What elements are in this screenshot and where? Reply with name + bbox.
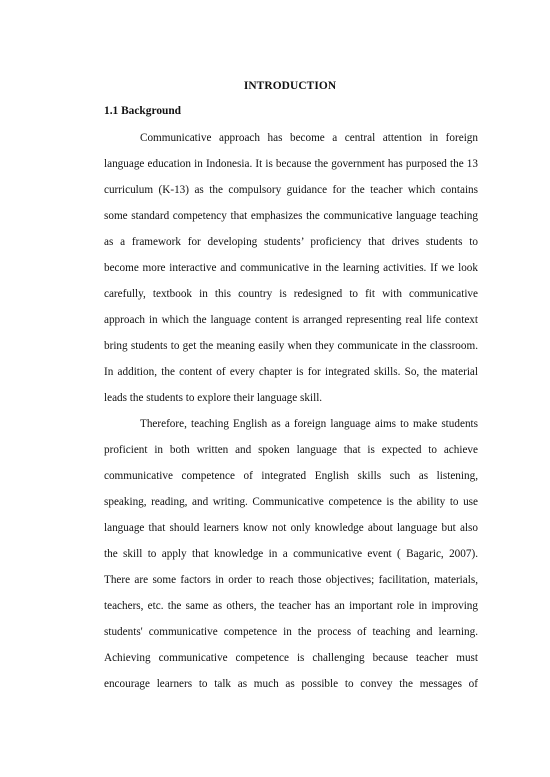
paragraph-line: encourage learners to talk as much as possible to convey the messages of	[104, 678, 478, 690]
paragraph-line: carefully, textbook in this country is redesigned to fit with communicative	[104, 288, 478, 300]
section-heading: 1.1 Background	[104, 105, 182, 117]
paragraph-line: communicative competence of integrated English skills such as listening,	[104, 470, 478, 482]
paragraph-line: language education in Indonesia. It is because the government has purposed the 13	[104, 158, 478, 170]
paragraph-line: curriculum (K-13) as the compulsory guidance for the teacher which contains	[104, 184, 478, 196]
paragraph-line: In addition, the content of every chapter is for integrated skills. So, the material	[104, 366, 478, 378]
paragraph-line: language that should learners know not only knowledge about language but also	[104, 522, 478, 534]
paragraph-line: bring students to get the meaning easily when they communicate in the classroom.	[104, 340, 478, 352]
paragraph-line: teachers, etc. the same as others, the teacher has an important role in improving	[104, 600, 478, 612]
paragraph-line: Achieving communicative competence is challenging because teacher must	[104, 652, 478, 664]
paragraph-line: students' communicative competence in the process of teaching and learning.	[104, 626, 478, 638]
paragraph-line: leads the students to explore their language skill.	[104, 392, 323, 404]
page-title: INTRODUCTION	[243, 80, 337, 92]
paragraph-line: as a framework for developing students’ proficiency that drives students to	[104, 236, 478, 248]
paragraph-line: proficient in both written and spoken language that is expected to achieve	[104, 444, 478, 456]
paragraph-line: approach in which the language content is arranged representing real life context	[104, 314, 478, 326]
paragraph-line: speaking, reading, and writing. Communicative competence is the ability to use	[104, 496, 478, 508]
paragraph-line: Therefore, teaching English as a foreign language aims to make students	[140, 418, 478, 430]
paragraph-line: Communicative approach has become a central attention in foreign	[140, 132, 478, 144]
paragraph-line: some standard competency that emphasizes the communicative language teaching	[104, 210, 478, 222]
paragraph-line: the skill to apply that knowledge in a communicative event ( Bagaric, 2007).	[104, 548, 478, 560]
paragraph-line: become more interactive and communicative in the learning activities. If we look	[104, 262, 478, 274]
paragraph-line: There are some factors in order to reach those objectives; facilitation, materials,	[104, 574, 478, 586]
